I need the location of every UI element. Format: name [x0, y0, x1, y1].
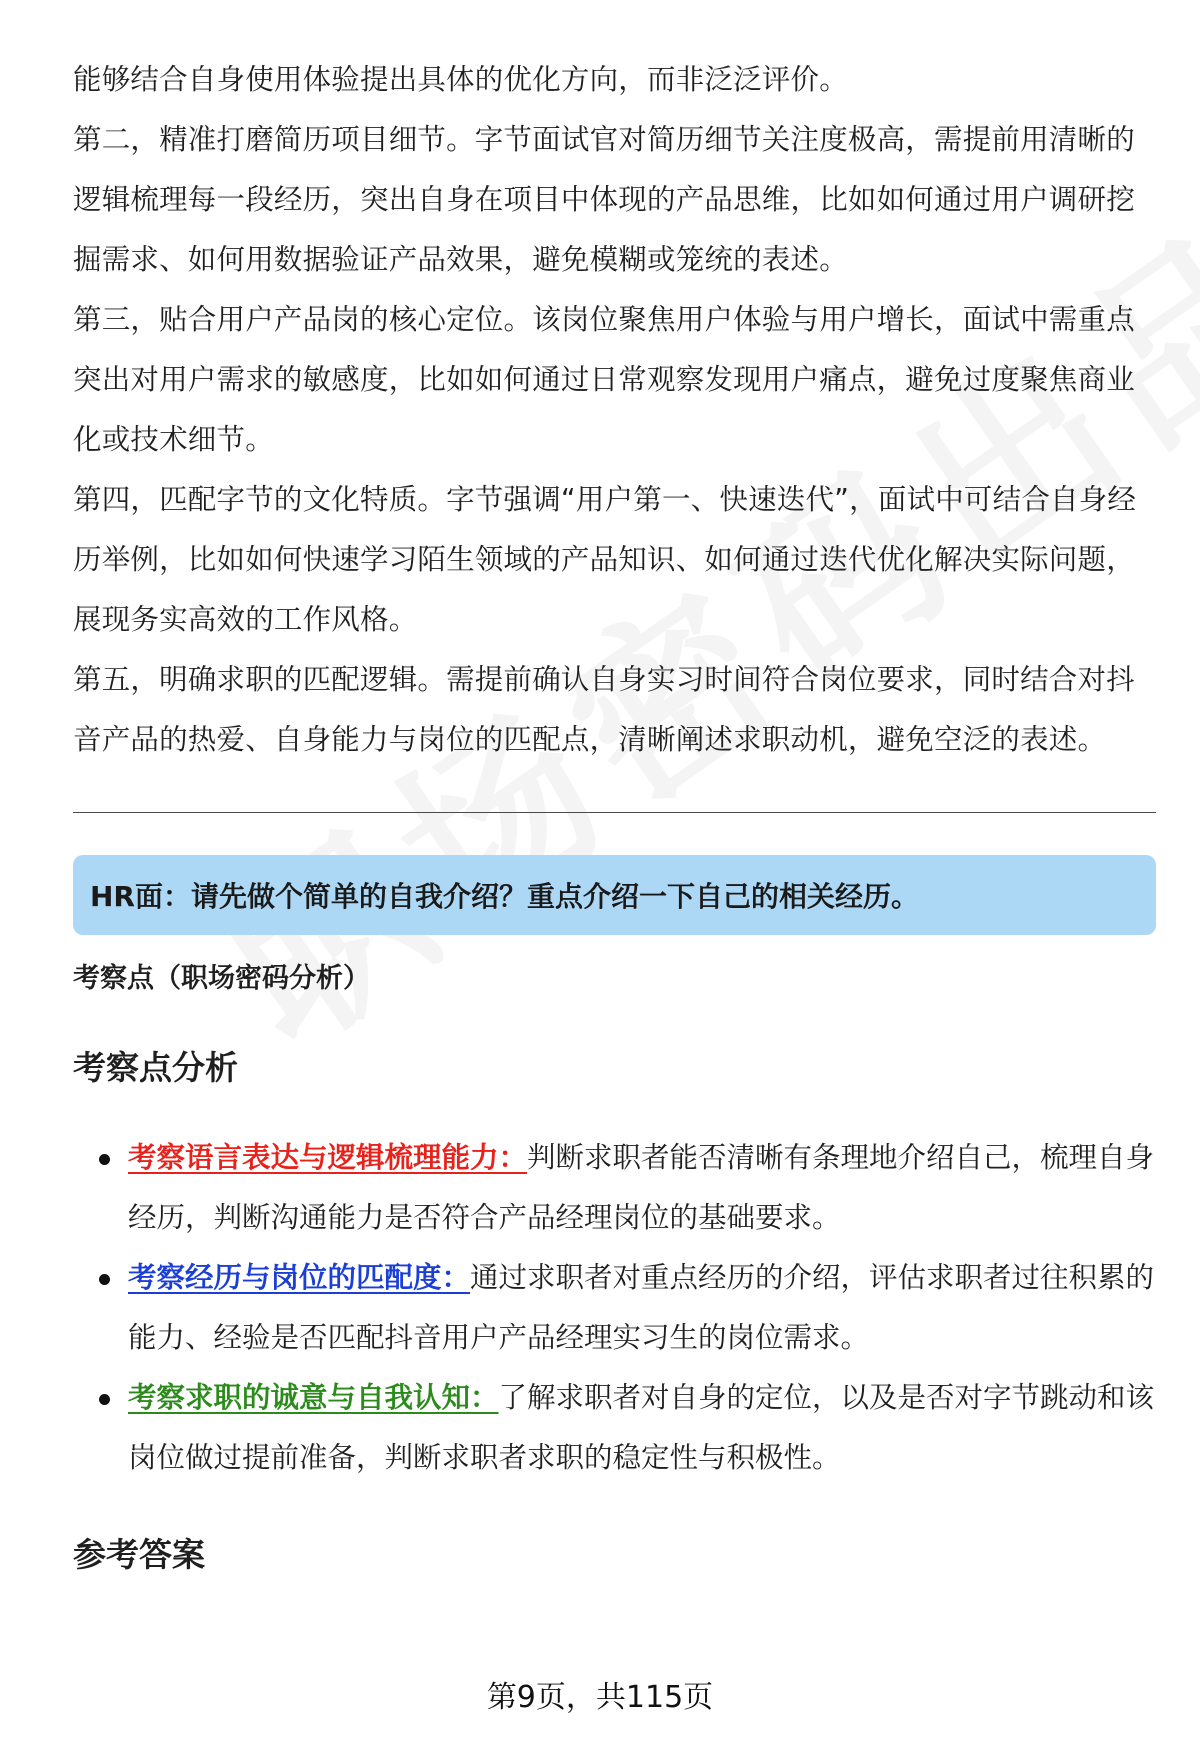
paragraph-point-five: 第五，明确求职的匹配逻辑。需提前确认自身实习时间符合岗位要求，同时结合对抖音产品的热爱、自身能力与岗位的匹配点，清晰阐述求职动机，避免空泛的表述。: [73, 663, 1135, 756]
assessment-subheading: 考察点（职场密码分析）: [73, 963, 370, 994]
paragraph-point-two: 第二，精准打磨简历项目细节。字节面试官对简历细节关注度极高，需提前用清晰的逻辑梳理每一段经历，突出自身在项目中体现的产品思维，比如如何通过用户调研挖掘需求、如何用数据验证产品效果，避免模糊或笼统的表述。: [73, 123, 1135, 276]
list-item: [73, 1368, 1156, 1488]
question-text: HR面：请先做个简单的自我介绍？重点介绍一下自己的相关经历。: [90, 880, 919, 913]
page-content: [73, 50, 1156, 1580]
bullet-text: 判断求职者能否清晰有条理地介绍自己，梳理自身经历，判断沟通能力是否符合产品经理岗位的基础要求。: [128, 1141, 1155, 1234]
paragraph-point-three: 第三，贴合用户产品岗的核心定位。该岗位聚焦用户体验与用户增长，面试中需重点突出对用户需求的敏感度，比如如何通过日常观察发现用户痛点，避免过度聚焦商业化或技术细节。: [73, 303, 1135, 456]
bullet-keyword: 考察求职的诚意与自我认知：: [128, 1381, 499, 1414]
section-divider: [73, 812, 1156, 813]
list-item: [73, 1128, 1156, 1248]
bullet-text: 了解求职者对自身的定位，以及是否对字节跳动和该岗位做过提前准备，判断求职者求职的稳定性与积极性。: [128, 1381, 1155, 1474]
analysis-heading: 考察点分析: [73, 1048, 238, 1087]
bullet-keyword: 考察经历与岗位的匹配度：: [128, 1261, 471, 1294]
bullet-keyword: 考察语言表达与逻辑梳理能力：: [128, 1141, 528, 1174]
bullet-dot-icon: [99, 1394, 110, 1405]
page-number-footer: 第9页，共115页: [486, 1680, 714, 1715]
interview-question-box: [73, 855, 1156, 935]
bullet-text: 通过求职者对重点经历的介绍，评估求职者过往积累的能力、经验是否匹配抖音用户产品经理实习生的岗位需求。: [128, 1261, 1155, 1354]
reference-answer-heading: 参考答案: [73, 1535, 205, 1574]
list-item: [73, 1248, 1156, 1368]
bullet-dot-icon: [99, 1154, 110, 1165]
paragraph-point-four: 第四，匹配字节的文化特质。字节强调“用户第一、快速迭代”，面试中可结合自身经历举例，比如如何快速学习陌生领域的产品知识、如何通过迭代优化解决实际问题，展现务实高效的工作风格。: [73, 483, 1137, 636]
analysis-bullet-list: [73, 1128, 1156, 1488]
bullet-dot-icon: [99, 1274, 110, 1285]
paragraph-continuation: 能够结合自身使用体验提出具体的优化方向，而非泛泛评价。: [73, 63, 848, 96]
